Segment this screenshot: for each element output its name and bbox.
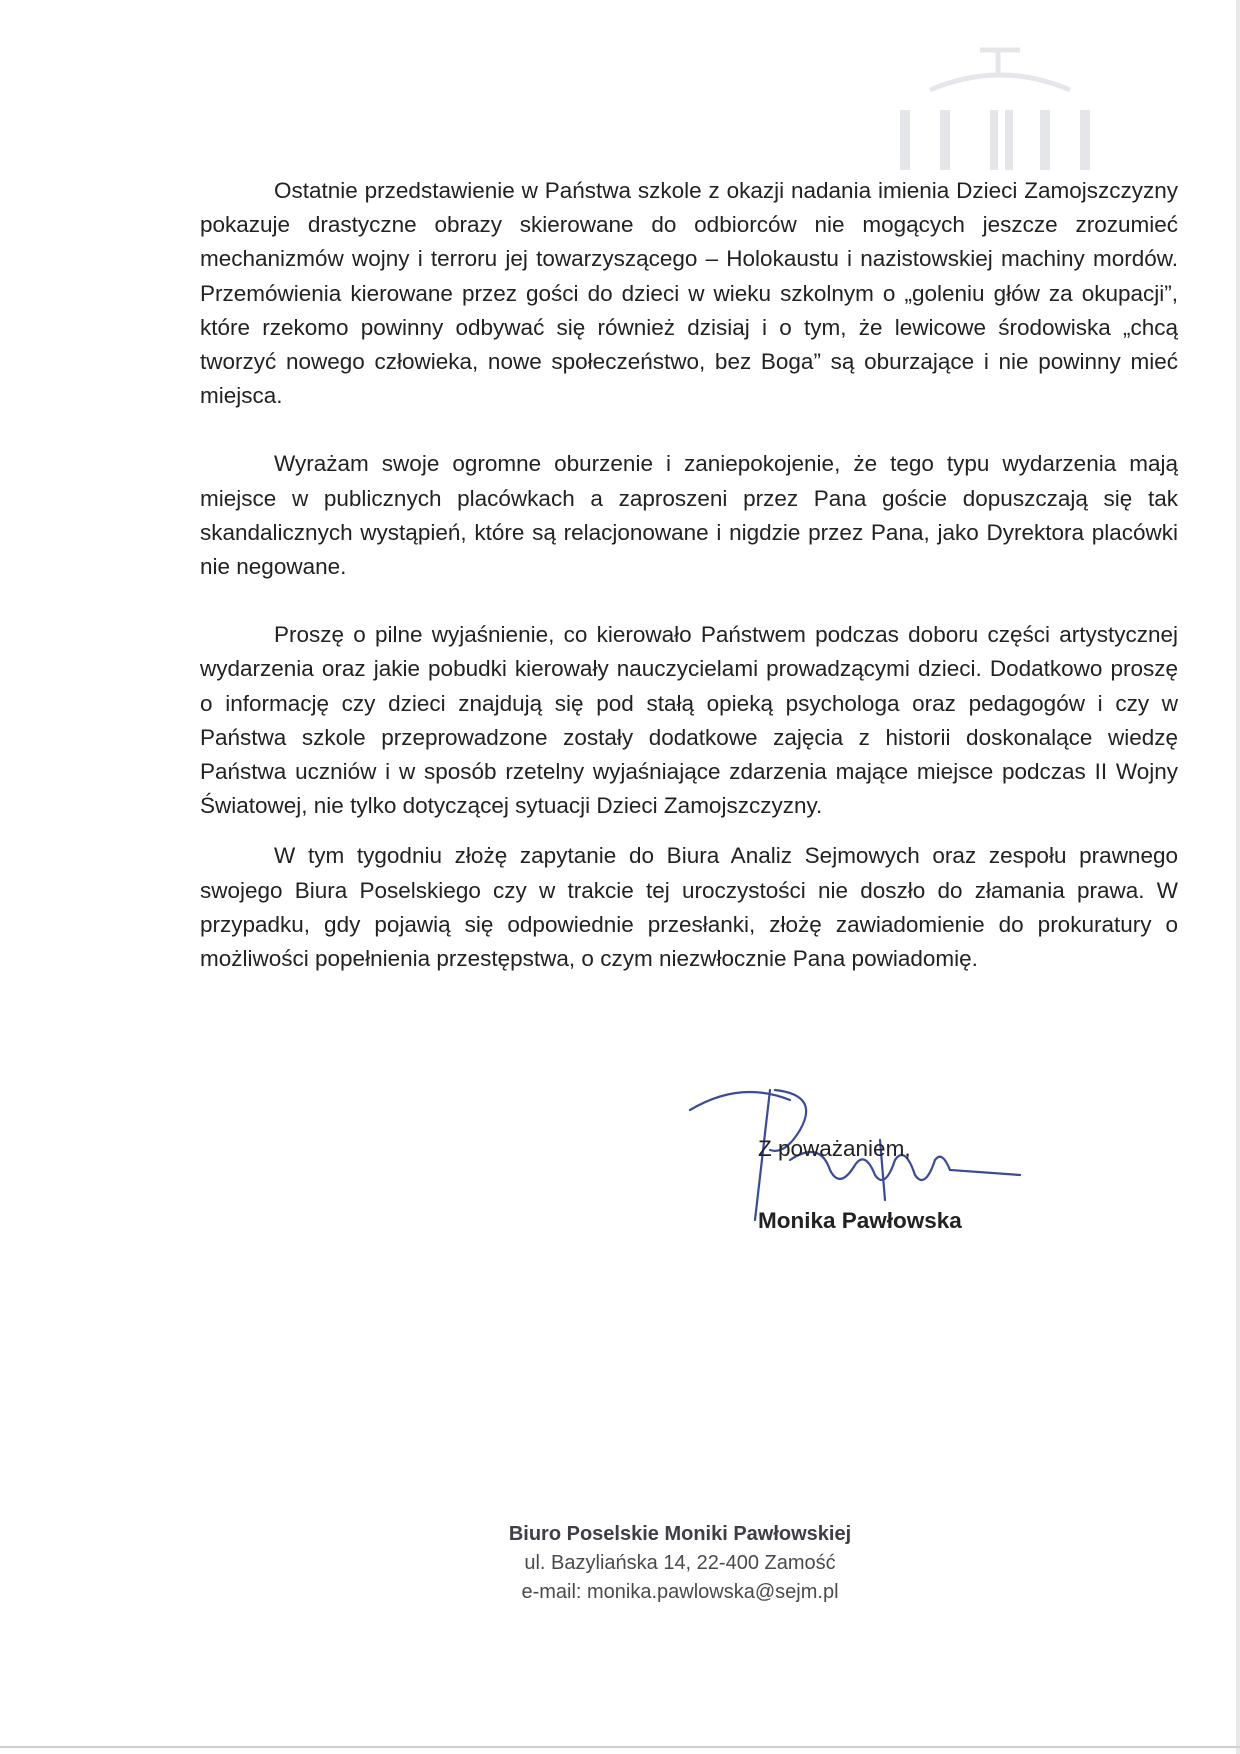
footer [450,1520,910,1607]
paragraph-3: Proszę o pilne wyjaśnienie, co kierowało Państwem podczas doboru części artystycznej wydarzenia oraz jakie pobudki kierowały nauczycielami prowadzącymi dzieci. Dodatkowo proszę o informację czy dzieci znajdują się pod stałą opieką psychologa oraz pedagogów i czy w Państwa szkole przeprowadzone zostały dodatkowe zajęcia z historii doskonalące wiedzę Państwa uczniów i w sposób rzetelny wyjaśniające zdarzenia mające miejsce podczas II Wojny Światowej, nie tylko dotyczącej sytuacji Dzieci Zamojszczyzny. [200,622,1178,819]
paragraph-1: Ostatnie przedstawienie w Państwa szkole z okazji nadania imienia Dzieci Zamojszczyzny pokazuje drastyczne obrazy skierowane do odbiorców nie mogących jeszcze zrozumieć mechanizmów wojny i terroru jej towarzyszącego – Holokaustu i nazistowskiej machiny mordów. Przemówienia kierowane przez gości do dzieci w wieku szkolnym o „goleniu głów za okupacji”, które rzekomo powinny odbywać się również dzisiaj i o tym, że lewicowe środowiska „chcą tworzyć nowego człowieka, nowe społeczeństwo, bez Boga” są oburzające i nie powinny mieć miejsca. [200,178,1178,409]
closing-block [758,1131,962,1239]
scan-edge-bottom [0,1746,1240,1748]
footer-email: e-mail: monika.pawlowska@sejm.pl [521,1581,839,1603]
footer-office: Biuro Poselskie Moniki Pawłowskiej [508,1523,852,1545]
paragraph-2: Wyrażam swoje ogromne oburzenie i zaniepokojenie, że tego typu wydarzenia mają miejsce w publicznych placówkach a zaproszeni przez Pana goście dopuszczają się tak skandalicznych wystąpień, które są relacjonowane i nigdzie przez Pana, jako Dyrektora placówki nie negowane. [200,451,1178,580]
signatory-name: Monika Pawłowska [758,1208,962,1233]
paragraph-4: W tym tygodniu złożę zapytanie do Biura Analiz Sejmowych oraz zespołu prawnego swojego Biura Poselskiego czy w trakcie tej uroczystości nie doszło do złamania prawa. W przypadku, gdy pojawią się odpowiednie przesłanki, złożę zawiadomienie do prokuratury o możliwości popełnienia przestępstwa, o czym niezwłocznie Pana powiadomię. [200,843,1178,972]
letter-body [200,174,1178,976]
footer-address: ul. Bazyliańska 14, 22-400 Zamość [524,1552,836,1574]
sejm-logo-watermark [880,30,1120,180]
scan-edge-right [1236,0,1240,1754]
closing-greeting: Z poważaniem, [758,1136,911,1161]
